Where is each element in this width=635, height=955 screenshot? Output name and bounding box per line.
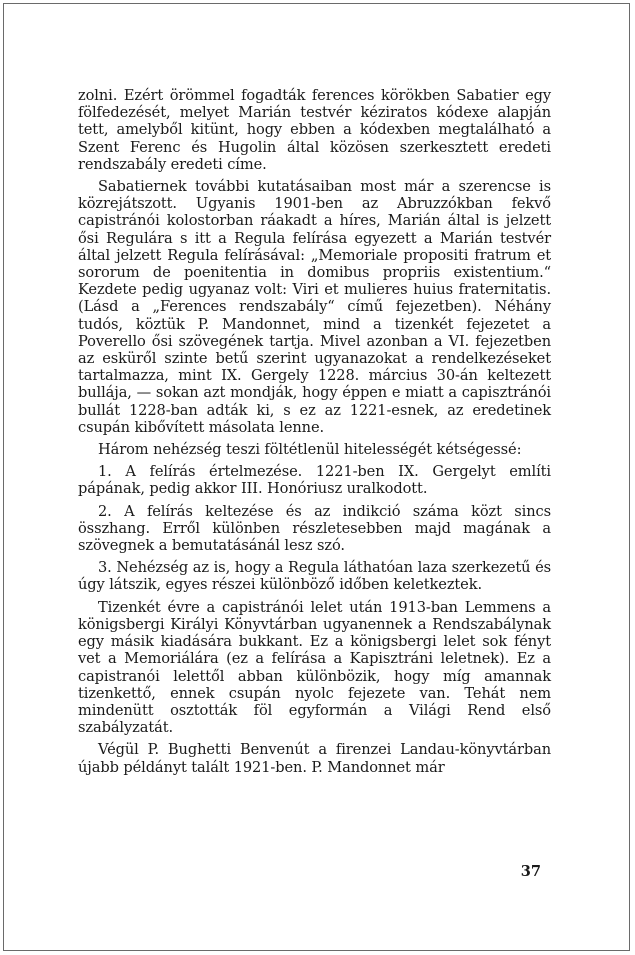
paragraph-1: zolni. Ezért örömmel fogadták ferences körökben Sabatier egy fölfedezését, melyet Marián testvér kéziratos kódexe alapján tett, amelyből kitünt, hogy ebben a kódexben megtalálható a Szent Ferenc és Hugolin által közösen szerkesztett eredeti rendszabály eredeti címe.	[78, 87, 551, 173]
page-number: 37	[520, 863, 541, 880]
page-frame	[3, 3, 630, 951]
list-item-1: 1. A felírás értelmezése. 1221-ben IX. Gergelyt említi pápának, pedig akkor III. Honóriusz uralkodott.	[78, 463, 551, 498]
paragraph-2: Sabatiernek további kutatásaiban most már a szerencse is közrejátszott. Ugyanis 1901-ben az Abruzzókban fekvő capistránói kolostorban ráakadt a híres, Marián által is jelzett ősi Regulára s itt a Regula felírása egyezett a Marián testvér által jelzett Regula felírásával: „Memoriale propositi fratrum et sororum de poenitentia in domibus propriis existentium.“ Kezdete pedig ugyanaz volt: Viri et mulieres huius fraternitatis. (Lásd a „Ferences rendszabály“ című fejezetben). Néhány tudós, köztük P. Mandonnet, mind a tizenkét fejezetet a Poverello ősi szövegének tartja. Mivel azonban a VI. fejezetben az esküről szinte betű szerint ugyanazokat a rendelkezéseket tartalmazza, mint IX. Gergely 1228. március 30-án keltezett bullája, — sokan azt mondják, hogy éppen e miatt a capisztránói bullát 1228-ban adták ki, s ez az 1221-esnek, az eredetinek csupán kibővített másolata lenne.	[78, 178, 551, 436]
paragraph-4: Tizenkét évre a capistránói lelet után 1913-ban Lemmens a königsbergi Királyi Könyvtárban ugyanennek a Rendszabálynak egy másik kiadására bukkant. Ez a königsbergi lelet sok fényt vet a Memoriálára (ez a felírása a Kapisztráni leletnek). Ez a capistranói lelettől abban különbözik, hogy míg amannak tizenkettő, ennek csupán nyolc fejezete van. Tehát nem mindenütt osztották föl egyformán a Világi Rend első szabályzatát.	[78, 598, 551, 737]
paragraph-5: Végül P. Bughetti Benvenút a firenzei Landau-könyvtárban újabb példányt talált 1921-ben. P. Mandonnet már	[78, 741, 551, 776]
list-item-2: 2. A felírás keltezése és az indikció száma közt sincs összhang. Erről különben részletesebben majd magának a szövegnek a bemutatásánál lesz szó.	[78, 502, 551, 555]
list-item-3: 3. Nehézség az is, hogy a Regula láthatóan laza szerkezetű és úgy látszik, egyes részei különböző időben keletkeztek.	[78, 559, 551, 594]
body-text	[78, 87, 551, 781]
paragraph-3: Három nehézség teszi föltétlenül hitelességét kétségessé:	[98, 441, 522, 459]
